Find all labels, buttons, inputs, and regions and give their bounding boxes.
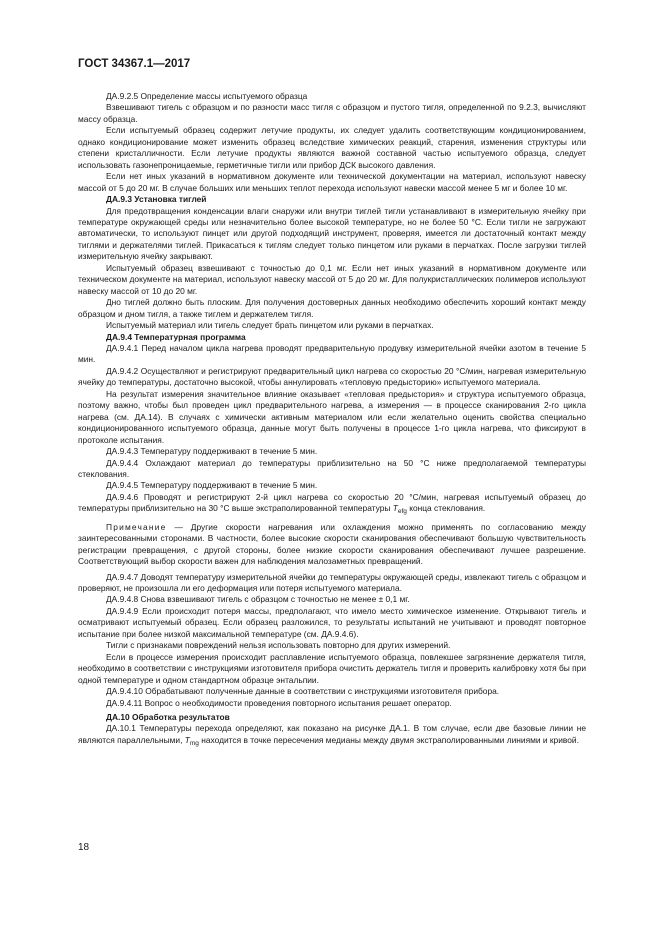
paragraph: ДА.9.4.3 Температуру поддерживают в течение 5 мин. — [106, 446, 318, 457]
paragraph: Испытуемый материал или тигель следует брать пинцетом или руками в перчатках. — [106, 320, 434, 331]
section-heading: ДА.10 Обработка результатов — [106, 712, 230, 723]
note-text: — Другие скорости нагревания или охлаждения можно применять по согласованию между заинтересованными сторонами. В частности, более высокие скорости сканирования обеспечивают большую чувствительность регистрации превращения, с другой стороны, более низкие скорости сканирования обеспечивают лучшее разрешение. Соответствующий выбор скорости важен для наблюдения малозаметных превращений. — [78, 521, 586, 567]
paragraph — [78, 492, 586, 518]
section-heading: ДА.9.3 Установка тиглей — [106, 194, 207, 205]
paragraph: ДА.9.4.9 Если происходит потеря массы, предполагают, что имело место химическое изменение. Открывают тигель и осматривают испытуемый образец. Если образец разложился, то результаты испытаний не учитывают и проводят повторное испытание при более низкой максимальной температуре (см. ДА.9.4.6). — [78, 605, 586, 639]
paragraph-text: ДА.9.4.6 Проводят и регистрируют 2-й цикл нагрева со скоростью 20 °С/мин, нагревая испытуемый образец до температуры приблизительно на 30 °С выше экстраполированной температуры — [78, 491, 586, 514]
paragraph-text: конца стеклования. — [406, 503, 486, 514]
paragraph: На результат измерения значительное влияние оказывает «тепловая предыстория» и структура испытуемого образца, поэтому важно, чтобы был проведен цикл предварительного нагрева, а измерения — в процессе сканирования 2-го цикла нагрева (см. ДА.14). В случаях с химически активным материалом или если желательно оценить свойства специально кондиционированного испытуемого образца, данные могут быть получены в процессе 1-го цикла нагрева, что фиксируют в протоколе испытания. — [78, 388, 586, 445]
paragraph: ДА.9.4.5 Температуру поддерживают в течение 5 мин. — [106, 480, 318, 491]
temperature-symbol: T — [392, 503, 398, 514]
temperature-symbol: T — [184, 734, 190, 745]
paragraph: ДА.9.4.4 Охлаждают материал до температуры приблизительно на 50 °С ниже предполагаемой температуры стеклования. — [78, 457, 586, 479]
note — [78, 522, 586, 568]
paragraph: Тигли с признаками повреждений нельзя использовать повторно для других измерений. — [106, 640, 451, 651]
document-body — [78, 91, 586, 749]
subsection-heading: ДА.9.2.5 Определение массы испытуемого образца — [106, 91, 308, 101]
paragraph: Для предотвращения конденсации влаги снаружи или внутри тиглей тигли устанавливают в измерительную ячейку при температуре окружающей среды или незначительно более высокой температуре, но не более 50 °С. Если тигли не загружают автоматически, то используют пинцет или другой подходящий инструмент, проверяя, имеется ли достаточный контакт между тиглями и держателями тиглей. Прикасаться к тиглям следует только пинцетом или руками в перчатках. После загрузки тиглей измерительную ячейку закрывают. — [78, 205, 586, 262]
paragraph: ДА.9.4.10 Обрабатывают полученные данные в соответствии с инструкциями изготовителя прибора. — [106, 686, 500, 697]
page-number: 18 — [78, 842, 90, 853]
paragraph: ДА.9.4.1 Перед началом цикла нагрева проводят предварительную продувку измерительной ячейки азотом в течение 5 мин. — [78, 342, 586, 365]
paragraph: ДА.9.4.7 Доводят температуру измерительной ячейки до температуры окружающей среды, извлекают тигель с образцом и проверяют, не произошла ли его деформация или потеря испытуемого материала. — [78, 571, 586, 594]
paragraph: Испытуемый образец взвешивают с точностью до 0,1 мг. Если нет иных указаний в нормативном документе или техническом документе на материал, используют навеску массой от 5 до 20 мг. Для полукристаллических полимеров используют навеску массой от 10 до 20 мг. — [78, 262, 586, 296]
temperature-subscript: mg — [189, 739, 199, 747]
paragraph — [78, 723, 586, 749]
paragraph: Если испытуемый образец содержит летучие продукты, их следует удалить соответствующим кондиционированием, однако кондиционирование может изменить образец вследствие химических реакций, старения, изменения структуры или степени кристалличности. Если летучие продукты являются важной составной частью испытуемого образца, следует использовать газонепроницаемые, герметичные тигли или прибор ДСК высокого давления. — [78, 125, 586, 170]
paragraph: ДА.9.4.2 Осуществляют и регистрируют предварительный цикл нагрева со скоростью 20 °С/мин, нагревая измерительную ячейку до температуры, достаточно высокой, чтобы аннулировать «тепловую предысторию» испытуемого материала. — [78, 365, 586, 388]
note-label: Примечание — [106, 521, 167, 532]
paragraph: Дно тиглей должно быть плоским. Для получения достоверных данных необходимо обеспечить хороший контакт между образцом и дном тигля, а также тиглем и держателем тигля. — [78, 297, 586, 319]
paragraph: Взвешивают тигель с образцом и по разности масс тигля с образцом и пустого тигля, определенной по 9.2.3, вычисляют массу образца. — [78, 102, 586, 124]
paragraph-text: ДА.10.1 Температуры перехода определяют, как показано на рисунке ДА.1. В том случае, если две базовые линии не являются параллельными, — [78, 723, 586, 745]
standard-header: ГОСТ 34367.1—2017 — [78, 58, 191, 70]
paragraph-text: находится в точке пересечения медианы между двумя экстраполированными линиями и кривой. — [198, 734, 579, 745]
paragraph: ДА.9.4.8 Снова взвешивают тигель с образцом с точностью не менее ± 0,1 мг. — [106, 594, 410, 605]
section-heading: ДА.9.4 Температурная программа — [106, 331, 246, 342]
temperature-subscript: efg — [397, 508, 407, 516]
paragraph: ДА.9.4.11 Вопрос о необходимости проведения повторного испытания решает оператор. — [106, 697, 452, 708]
paragraph: Если нет иных указаний в нормативном документе или технической документации на материал, используют навеску массой от 5 до 20 мг. В случае больших или меньших теплот перехода используют навески массой менее 5 мг и более 10 мг. — [78, 171, 586, 193]
paragraph: Если в процессе измерения происходит расплавление испытуемого образца, повлекшее загрязнение держателя тигля, необходимо в соответствии с инструкциями изготовителя прибора очистить держатель тигля и проверить калибровку хотя бы при одной температуре и одном стандартном образце энтальпии. — [78, 651, 587, 685]
